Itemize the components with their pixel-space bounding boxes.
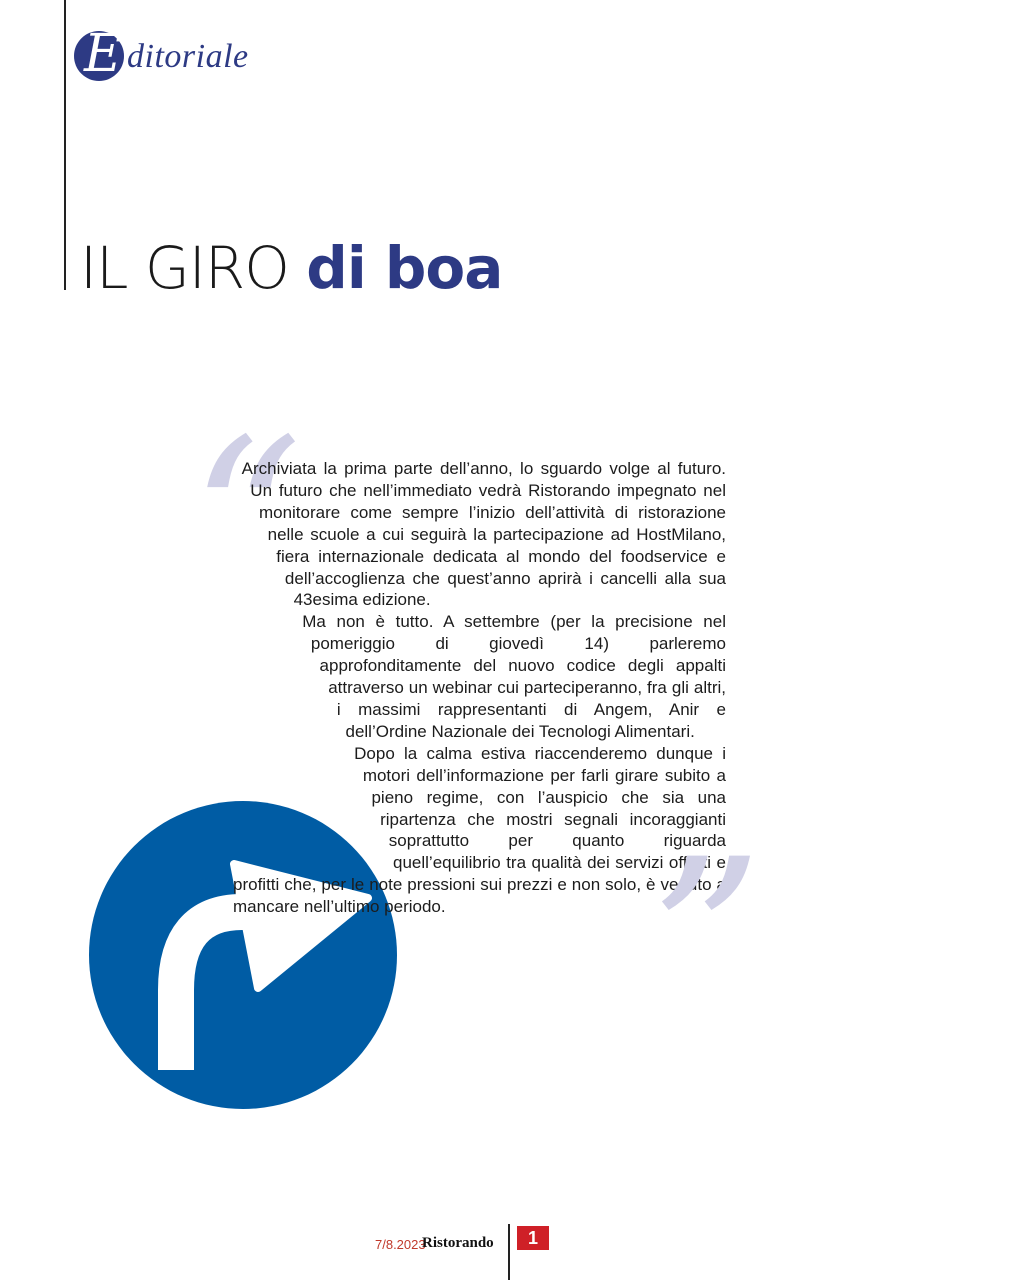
page-number: 1 (517, 1226, 549, 1250)
close-quote-icon: ” (650, 812, 763, 1068)
paragraph-1: Archiviata la prima parte dell’anno, lo sguardo volge al futuro. Un futuro che nell’immediato vedrà Ristorando impegnato nel monitorare come sempre l’inizio dell’attività di ristorazione nelle scuole a cui seguirà la partecipazione ad HostMilano, fiera internazionale dedicata al mondo del foodservice e dell’accoglienza che quest’anno aprirà i cancelli alla sua 43esima edizione. (241, 459, 726, 610)
issue-date: 7/8.2023 (375, 1237, 426, 1252)
paragraph-2: Ma non è tutto. A settembre (per la precisione nel pomeriggio di giovedì 14) parleremo approfonditamente del nuovo codice degli appalti attraverso un webinar cui parteciperanno, fra gli altri, i massimi rappresentanti di Angem, Anir e dell’Ordine Nazionale dei Tecnologi Alimentari. (302, 612, 726, 741)
paragraph-3: Dopo la calma estiva riaccenderemo dunque i motori dell’informazione per farli girare subito a pieno regime, con l’auspicio che sia una ripartenza che mostri segnali incoraggianti soprattutto per quanto riguarda quell’equilibrio tra qualità dei servizi offerti e profitti che, per le note pressioni sui prezzi e non solo, è venuto a mancare nell’ultimo periodo. (233, 743, 726, 917)
title-light: IL GIRO (80, 234, 307, 302)
open-quote-icon: “ (190, 392, 303, 648)
footer-divider (508, 1224, 510, 1280)
left-vertical-rule (64, 0, 66, 290)
title-bold: di boa (306, 234, 503, 302)
magazine-name: Ristorando (422, 1235, 494, 1251)
section-badge-letter: E (84, 24, 122, 84)
page-title (80, 228, 502, 324)
section-label: ditoriale (127, 38, 249, 75)
